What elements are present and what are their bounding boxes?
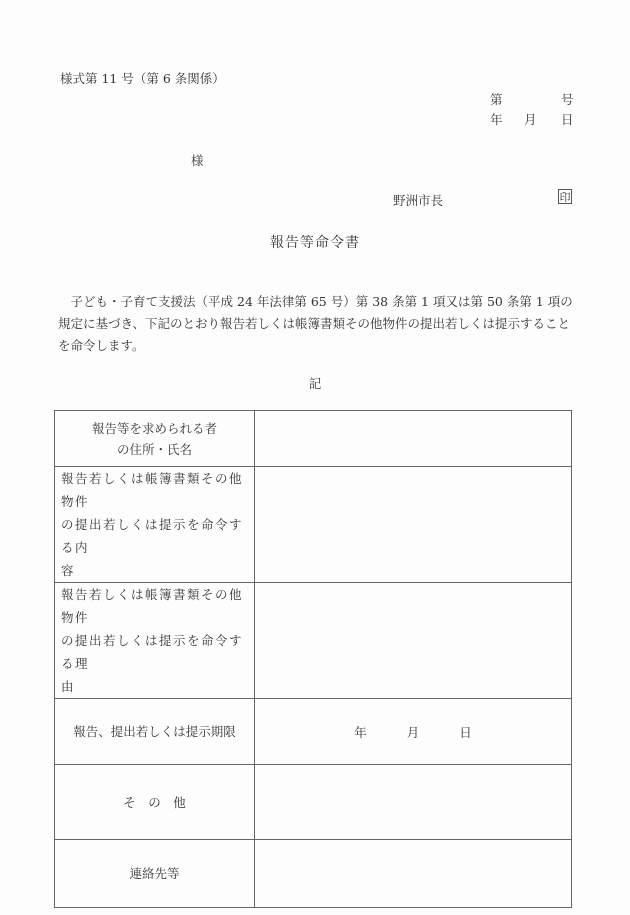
table-row (55, 840, 572, 908)
table-row (55, 699, 572, 765)
label-line: 由 (61, 679, 76, 694)
label-line: 報告若しくは帳簿書類その他物件 (61, 471, 244, 509)
issuer-name: 野洲市長 (393, 193, 444, 208)
form-number: 様式第 11 号（第 6 条関係） (60, 71, 225, 86)
doc-number-suffix: 号 (561, 92, 574, 107)
addressee-suffix: 様 (191, 153, 204, 168)
ki-heading: 記 (308, 376, 322, 391)
label-line: 容 (61, 563, 76, 578)
label-line: 連絡先等 (129, 866, 180, 881)
label-cell (55, 583, 255, 699)
value-cell-reason[interactable] (255, 583, 572, 699)
date-month-label: 月 (524, 112, 537, 127)
table-row (55, 765, 572, 840)
value-cell-contact[interactable] (255, 840, 572, 908)
label-cell (55, 765, 255, 840)
label-line: の住所・氏名 (116, 441, 192, 457)
deadline-year-label: 年 (354, 724, 367, 740)
label-cell (55, 699, 255, 765)
label-line: 報告、提出若しくは提示期限 (73, 724, 236, 739)
body-paragraph (58, 291, 578, 357)
label-cell (55, 411, 255, 467)
date-year-label: 年 (490, 112, 503, 127)
date-day-label: 日 (561, 112, 574, 127)
label-line: の提出若しくは提示を命令する理 (61, 633, 244, 671)
table-row (55, 467, 572, 583)
body-text: 子ども・子育て支援法（平成 24 年法律第 65 号）第 38 条第 1 項又は第 50 条第 1 項の規定に基づき、下記のとおり報告若しくは帳簿書類その他物件の提出若しくは提示することを命令します。 (58, 294, 573, 353)
label-cell (55, 840, 255, 908)
value-cell-deadline[interactable] (255, 699, 572, 765)
table-row (55, 411, 572, 467)
doc-number-prefix: 第 (490, 92, 503, 107)
label-line: 報告等を求められる者 (91, 420, 217, 436)
detail-table (54, 410, 572, 908)
label-cell (55, 467, 255, 583)
document-title: 報告等命令書 (270, 235, 360, 251)
label-line: 報告若しくは帳簿書類その他物件 (61, 587, 244, 625)
value-cell-other[interactable] (255, 765, 572, 840)
seal-mark: 印 (559, 191, 571, 204)
label-line: そ の 他 (123, 794, 186, 810)
table-row (55, 583, 572, 699)
value-cell-content[interactable] (255, 467, 572, 583)
deadline-month-label: 月 (406, 724, 420, 740)
label-line: の提出若しくは提示を命令する内 (61, 517, 244, 555)
value-cell-address-name[interactable] (255, 411, 572, 467)
deadline-day-label: 日 (459, 724, 472, 740)
